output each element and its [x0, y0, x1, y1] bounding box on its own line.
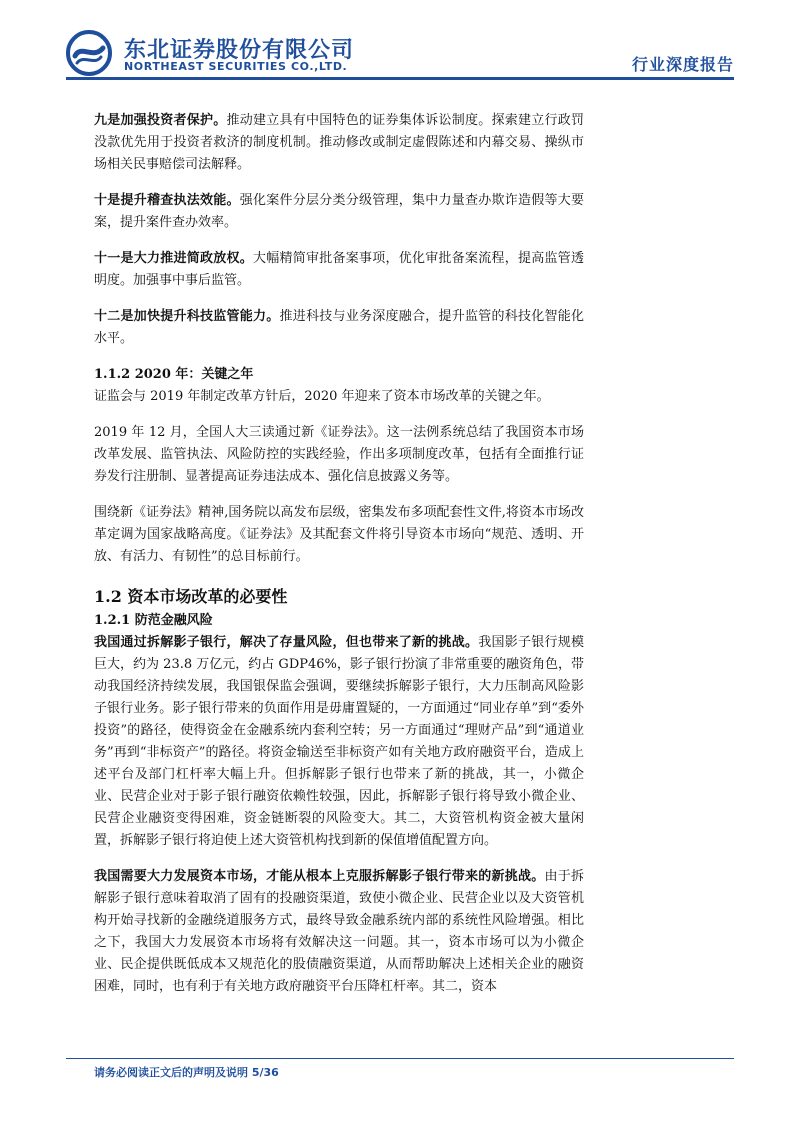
paragraph-text: 推动建立具有中国特色的证券集体诉讼制度。探索建立行政罚没款优先用于投资者救济的制度机制。推动修改或制定虚假陈述和内幕交易、操纵市场相关民事赔偿司法解释。 — [94, 113, 584, 172]
section-heading-1-2: 1.2 资本市场改革的必要性 — [94, 587, 288, 606]
paragraph-shadow-banking — [94, 632, 584, 852]
paragraph-text: 由于拆解影子银行意味着取消了固有的投融资渠道，致使小微企业、民营企业以及大资管机构开始寻找新的金融绕道服务方式，最终导致金融系统内部的系统性风险增强。相比之下，我国大力发展资本市场将有效解决这一问题。其一，资本市场可以为小微企业、民企提供既低成本又规范化的股债融资渠道，从而帮助解决上述相关企业的融资困难，同时，也有利于有关地方政府融资平台压降杠杆率。其二，资本 — [94, 869, 584, 994]
page-number: 5/36 — [251, 1066, 279, 1079]
company-logo-icon — [66, 30, 112, 76]
section-heading-1-1-2: 1.1.2 2020 年：关键之年 — [94, 367, 254, 382]
paragraph-text: 大幅精简审批备案事项，优化审批备案流程，提高监管透明度。加强事中事后监管。 — [94, 251, 584, 288]
footer-divider — [66, 1058, 734, 1059]
paragraph-text: 我国影子银行规模巨大，约为 23.8 万亿元，约占 GDP46%，影子银行扮演了非常重要的融资角色，带动我国经济持续发展，我国银保监会强调，要继续拆解影子银行，大力压制高风险影子银行业务。影子银行带来的负面作用是毋庸置疑的，一方面通过“同业存单”到“委外投资”的路径，使得资金在金融系统内套利空转；另一方面通过“理财产品”到“通道业务”再到“非标资产”的路径。将资金输送至非标资产如有关地方政府融资平台，造成上述平台及部门杠杆率大幅上升。但拆解影子银行也带来了新的挑战，其一，小微企业、民营企业对于影子银行融资依赖性较强，因此，拆解影子银行将导致小微企业、民营企业融资变得困难，资金链断裂的风险变大。其二，大资管机构资金被大量闲置，拆解影子银行将迫使上述大资管机构找到新的保值增值配置方向。 — [94, 635, 584, 848]
report-type-label: 行业深度报告 — [631, 55, 734, 74]
lead-bold: 十是提升稽查执法效能。 — [94, 193, 240, 208]
lead-bold: 九是加强投资者保护。 — [94, 113, 227, 128]
paragraph-enforcement — [94, 190, 584, 234]
lead-bold: 十一是大力推进简政放权。 — [94, 251, 253, 266]
paragraph-securities-law: 2019 年 12 月，全国人大三读通过新《证券法》。这一法例系统总结了我国资本市场改革发展、监管执法、风险防控的实践经验，作出多项制度改革，包括有全面推行证券发行注册制、显著提高证券违法成本、强化信息披露义务等。 — [94, 425, 584, 484]
section-heading-1-2-1: 1.2.1 防范金融风险 — [94, 613, 213, 628]
paragraph-tech-supervision — [94, 306, 584, 350]
paragraph-text: 推进科技与业务深度融合，提升监管的科技化智能化水平。 — [94, 309, 584, 346]
lead-bold: 我国通过拆解影子银行，解决了存量风险，但也带来了新的挑战。 — [94, 635, 479, 650]
lead-bold: 我国需要大力发展资本市场，才能从根本上克服拆解影子银行带来的新挑战。 — [94, 869, 545, 884]
page-header — [0, 0, 800, 80]
header-divider — [66, 77, 734, 80]
company-name-cn: 东北证券股份有限公司 — [124, 38, 355, 63]
disclaimer-note: 请务必阅读正文后的声明及说明 — [94, 1066, 248, 1079]
report-body — [94, 110, 584, 1012]
paragraph-text: 强化案件分层分类分级管理，集中力量查办欺诈造假等大要案，提升案件查办效率。 — [94, 193, 584, 230]
paragraph-investor-protection — [94, 110, 584, 176]
page-footer — [94, 1064, 279, 1080]
paragraph-develop-capital-market — [94, 866, 584, 998]
company-name-en: NORTHEAST SECURITIES CO.,LTD. — [124, 60, 348, 73]
lead-bold: 十二是加快提升科技监管能力。 — [94, 309, 280, 324]
paragraph-simplify-administration — [94, 248, 584, 292]
paragraph-supporting-documents: 围绕新《证券法》精神,国务院以高发布层级，密集发布多项配套性文件,将资本市场改革定调为国家战略高度。《证券法》及其配套文件将引导资本市场向“规范、透明、开放、有活力、有韧性”的总目标前行。 — [94, 505, 584, 564]
paragraph-2020-key-year: 证监会与 2019 年制定改革方针后，2020 年迎来了资本市场改革的关键之年。 — [94, 389, 550, 404]
